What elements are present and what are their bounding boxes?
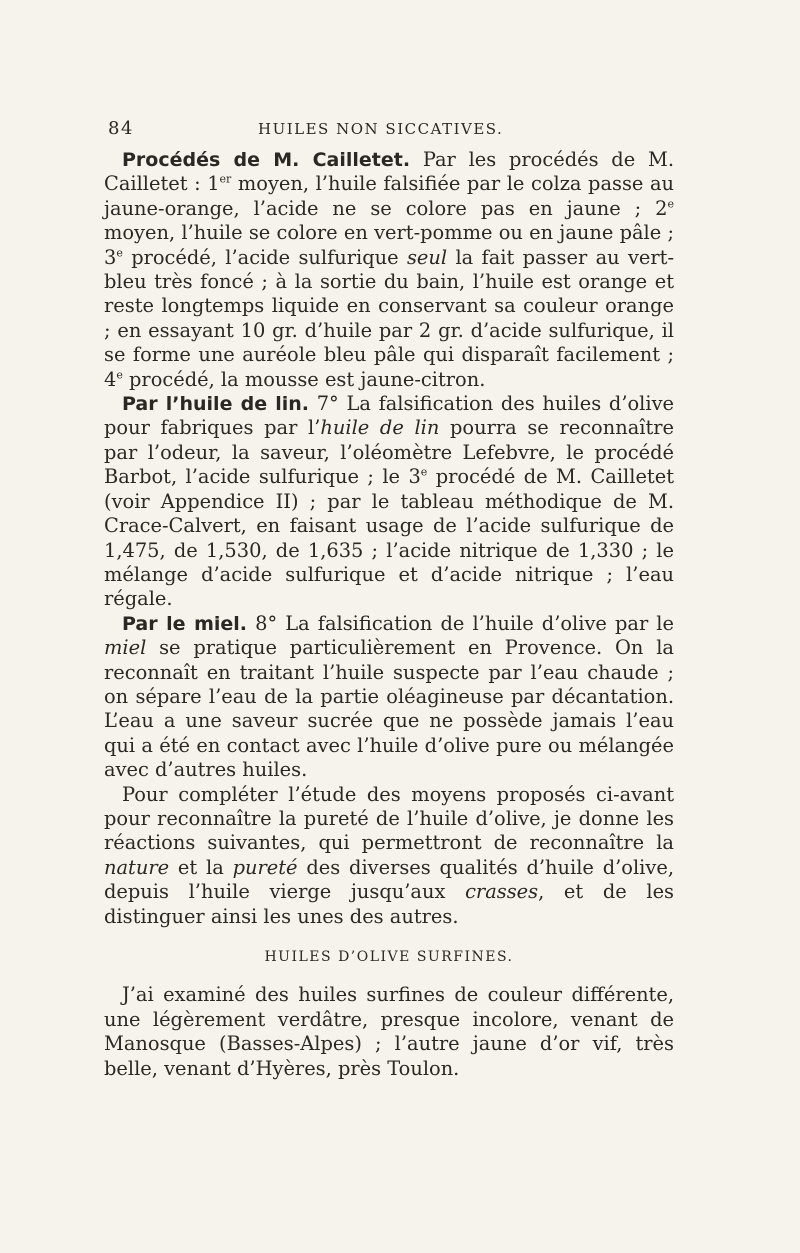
paragraph: [104, 148, 674, 392]
paragraph: [104, 392, 674, 612]
body-text: [104, 148, 674, 1081]
paragraph-lead: Par le miel.: [122, 612, 248, 635]
superscript: e: [116, 368, 123, 382]
text-run: , et de les distinguer ainsi les unes des autres.: [104, 880, 674, 928]
paragraph-lead: Procédés de M. Cailletet.: [122, 149, 411, 171]
superscript: e: [667, 197, 674, 211]
text-run: procédé de M. Cailletet (voir Appendice II) ; par le tableau méthodique de M. Crace-Calvert, en faisant usage de l’acide sulfurique de 1,475, de 1,530, de 1,635 ; l’acide nitrique de 1,330 ; le mélange d’acide sulfurique et d’acide nitrique ; l’eau régale.: [104, 465, 674, 611]
superscript: er: [219, 172, 232, 186]
page-header: [108, 118, 674, 142]
final-paragraph: J’ai examiné des huiles surfines de couleur différente, une légèrement verdâtre, presque incolore, venant de Manosque (Basses-Alpes) ; l’autre jaune d’or vif, très belle, venant d’Hyères, près Toulon.: [104, 983, 674, 1080]
paragraph: [104, 612, 674, 783]
page-number: 84: [108, 118, 134, 139]
paragraph-list: [104, 148, 674, 929]
text-run: des diverses qualités d’huile d’olive, depuis l’huile vierge jusqu’aux: [104, 855, 674, 904]
italic-text: nature: [104, 855, 170, 879]
running-title: HUILES NON SICCATIVES.: [258, 120, 504, 138]
text-run: moyen, l’huile se colore en vert-pomme ou en jaune pâle ; 3: [104, 221, 674, 269]
italic-text: seul: [406, 245, 448, 269]
text-run: pourra se reconnaître par l’odeur, la saveur, l’oléomètre Lefebvre, le procédé Barbot, l’acide sulfurique ; le 3: [104, 416, 674, 489]
paragraph: [104, 783, 674, 929]
italic-text: huile de lin: [320, 416, 440, 440]
text-run: procédé, la mousse est jaune-citron.: [122, 367, 486, 391]
text-run: procédé, l’acide sulfurique: [122, 245, 407, 269]
text-run: 8° La falsification de l’huile d’olive par le: [247, 611, 674, 635]
text-run: Par les procédés de M. Cailletet : 1: [104, 148, 674, 196]
italic-text: pureté: [232, 855, 298, 879]
superscript: e: [420, 465, 428, 479]
section-heading: HUILES D’OLIVE SURFINES.: [264, 949, 514, 965]
superscript: e: [116, 246, 123, 260]
text-run: moyen, l’huile falsifiée par le colza passe au jaune-orange, l’acide ne se colore pas en jaune ; 2: [104, 172, 675, 220]
italic-text: miel: [104, 636, 147, 660]
text-run: la fait passer au vert-bleu très foncé ; à la sortie du bain, l’huile est orange et reste longtemps liquide en conservant sa couleur orange ; en essayant 10 gr. d’huile par 2 gr. d’acide sulfurique, il se forme une auréole bleu pâle qui disparaît facilement ; 4: [104, 245, 674, 391]
italic-text: crasses: [465, 880, 539, 904]
text-run: 7° La falsification des huiles d’olive pour fabriques par l’: [104, 392, 674, 440]
text-run: Pour compléter l’étude des moyens proposés ci-avant pour reconnaître la pureté de l’huile d’olive, je donne les réactions suivantes, qui permettront de reconnaître la: [104, 782, 674, 855]
paragraph-lead: Par l’huile de lin.: [122, 393, 310, 416]
text-run: se pratique particulièrement en Provence. On la reconnaît en traitant l’huile suspecte par l’eau chaude ; on sépare l’eau de la partie oléagineuse par décantation. L’eau a une saveur sucrée que ne possède jamais l’eau qui a été en contact avec l’huile d’olive pure ou mélangée avec d’autres huiles.: [104, 636, 674, 782]
text-run: et la: [169, 855, 233, 879]
